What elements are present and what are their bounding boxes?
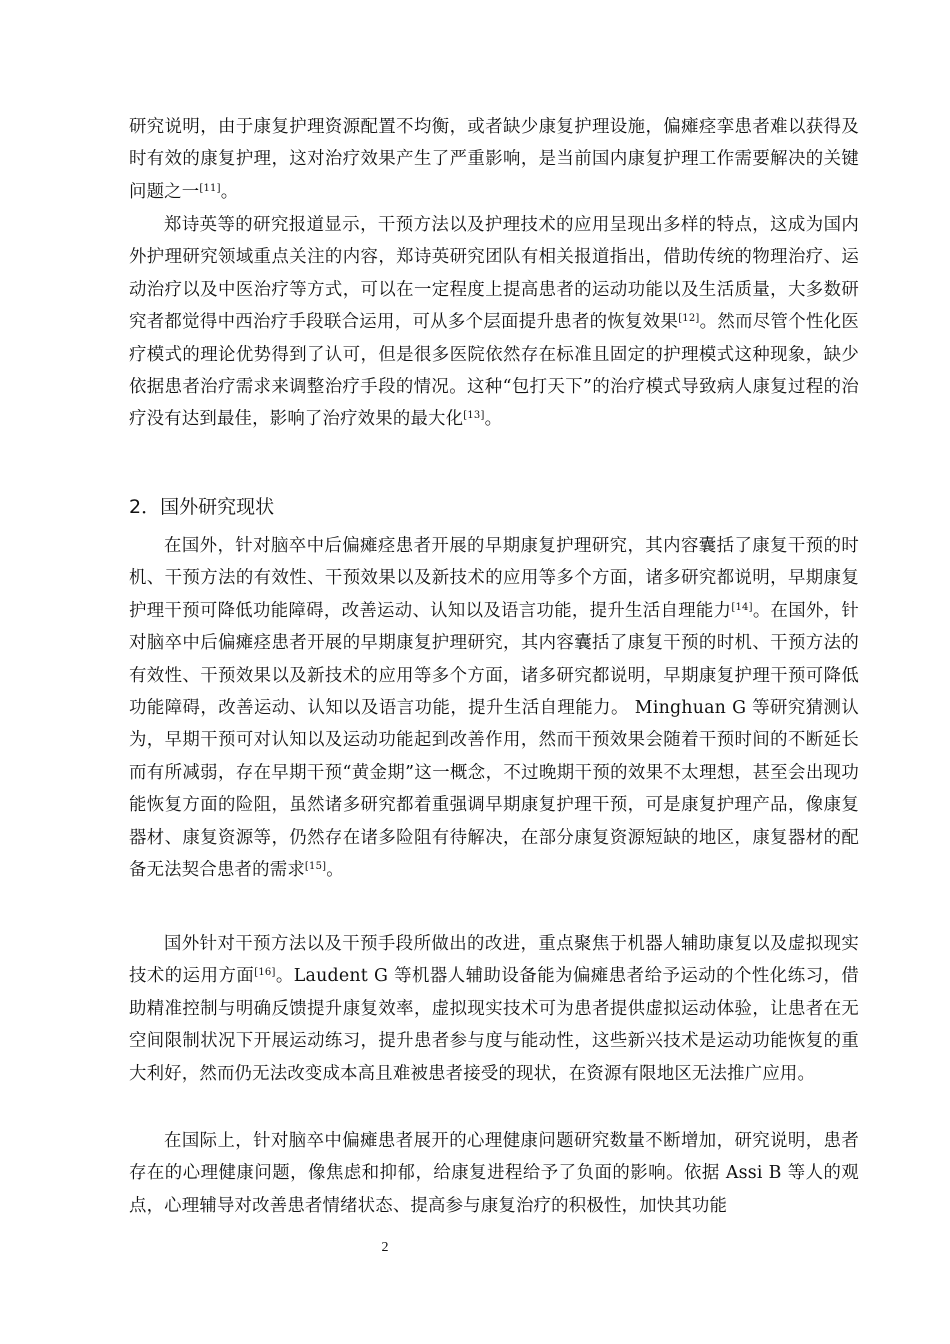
paragraph-end: 。 [484,409,503,430]
paragraph-text: 国外针对干预方法以及干预手段所做出的改进，重点聚焦于机器人辅助康复以及虚拟现实技术的运用方面 [129,934,859,987]
page-number: 2 [381,1240,389,1255]
paragraph-text: 。Laudent G 等机器人辅助设备能为偏瘫患者给予运动的个性化练习，借助精准控制与明确反馈提升康复效率，虚拟现实技术可为患者提供虚拟运动体验，让患者在无空间限制状况下开展运动练习，提升患者参与度与能动性，这些新兴技术是运动功能恢复的重大利好，然而仍无法改变成本高且难被患者接受的现状，在资源有限地区无法推广应用。 [129,966,859,1084]
citation: [13] [463,410,485,422]
paragraph-text: 。在国外，针对脑卒中后偏瘫痉患者开展的早期康复护理研究，其内容囊括了康复干预的时机、干预方法的有效性、干预效果以及新技术的应用等多个方面，诸多研究都说明，早期康复护理干预可降低功能障碍，改善运动、认知以及语言功能，提升生活自理能力。 Minghuan G 等研究猜测认为，早期干预可对认知以及运动功能起到改善作用，然而干预效果会随着干预时间的不断延长而有所减弱，存在早期干预“黄金期”这一概念，不过晚期干预的效果不太理想，甚至会出现功能恢复方面的险阻，虽然诸多研究都着重强调早期康复护理干预，可是康复护理产品，像康复器材、康复资源等，仍然存在诸多险阻有待解决，在部分康复资源短缺的地区，康复器材的配备无法契合患者的需求 [129,600,860,881]
citation: [16] [254,967,276,979]
paragraph-text: 研究说明，由于康复护理资源配置不均衡，或者缺少康复护理设施，偏瘫痉挛患者难以获得及时有效的康复护理，这对治疗效果产生了严重影响，是当前国内康复护理工作需要解决的关键问题之一 [129,117,859,202]
paragraph-end: 。 [326,860,344,881]
paragraph-text: 。然而尽管个性化医疗模式的理论优势得到了认可，但是很多医院依然存在标准且固定的护理模式这种现象，缺少依据患者治疗需求来调整治疗手段的情况。这种“包打天下”的治疗模式导致病人康复过程的治疗没有达到最佳，影响了治疗效果的最大化 [129,312,859,430]
paragraph-text: 郑诗英等的研究报道显示，干预方法以及护理技术的应用呈现出多样的特点，这成为国内外护理研究领域重点关注的内容，郑诗英研究团队有相关报道指出，借助传统的物理治疗、运动治疗以及中医治疗等方式，可以在一定程度上提高患者的运动功能以及生活质量，大多数研究者都觉得中西治疗手段联合运用，可从多个层面提升患者的恢复效果 [129,215,859,333]
paragraph-mental-health [129,1125,859,1222]
citation: [15] [304,861,327,873]
paragraph-text: 在国外，针对脑卒中后偏瘫痉患者开展的早期康复护理研究，其内容囊括了康复干预的时机、干预方法的有效性、干预效果以及新技术的应用等多个方面，诸多研究都说明，早期康复护理干预可降低功能障碍，改善运动、认知以及语言功能，提升生活自理能力 [129,536,859,621]
citation: [11] [199,182,221,194]
citation: [12] [678,313,700,325]
paragraph-text: 在国际上，针对脑卒中偏瘫患者展开的心理健康问题研究数量不断增加，研究说明，患者存在的心理健康问题，像焦虑和抑郁，给康复进程给予了负面的影响。依据 Assi B 等人的观点，心理辅导对改善患者情绪状态、提高参与康复治疗的积极性，加快其功能 [129,1131,859,1216]
citation: [14] [731,601,753,613]
paragraph-foreign-early-rehab [129,530,859,886]
paragraph-end: 。 [220,181,239,202]
paragraph-domestic-methods [129,209,859,436]
paragraph-continued [129,111,859,208]
section-heading: 2．国外研究现状 [129,496,275,518]
paragraph-robotics-vr [129,928,859,1090]
